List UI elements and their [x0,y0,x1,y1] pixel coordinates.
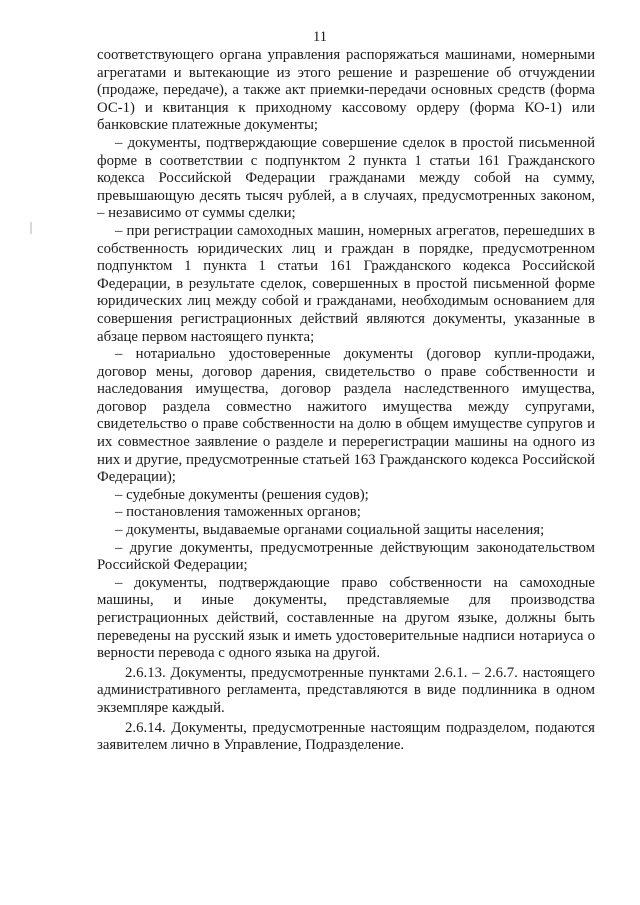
paragraph-2-6-14: 2.6.14. Документы, предусмотренные настоящим подразделом, подаются заявителем лично в Управление, Подразделение. [97,719,595,754]
paragraph-continuation: соответствующего органа управления распоряжаться машинами, номерными агрегатами и вытекающие из этого решение и разрешение об отчуждении (продаже, передаче), а также акт приемки-передачи основных средств (форма ОС-1) и квитанция к приходному кассовому ордеру (форма КО-1) или банковские платежные документы; [97,47,595,134]
page-number: 11 [313,29,327,45]
list-item-foreign-language-documents: – документы, подтверждающие право собственности на самоходные машины, и иные документы, представляемые для производства регистрационных действий, составленные на другом языке, должны быть переведены на русский язык и иметь удостоверительные надписи нотариуса о верности перевода с одного языка на другой. [97,574,595,662]
list-item-registration-legal-entities: – при регистрации самоходных машин, номерных агрегатов, перешедших в собственность юридических лиц и граждан в порядке, предусмотренном подпунктом 1 пункта 1 статьи 161 Гражданского кодекса Российской Федерации, в результате сделок, совершенных в простой письменной форме юридических лиц между собой и гражданами, необходимым основанием для совершения регистрационных действий являются документы, указанные в абзаце первом настоящего пункта; [97,222,595,345]
list-item-other-documents: – другие документы, предусмотренные действующим законодательством Российской Федерации; [97,539,595,574]
list-item-customs-resolutions: – постановления таможенных органов; [115,504,361,521]
margin-mark [30,222,32,234]
paragraph-2-6-13: 2.6.13. Документы, предусмотренные пунктами 2.6.1. – 2.6.7. настоящего административного регламента, представляются в виде подлинника в одном экземпляре каждый. [97,664,595,716]
list-item-social-protection-documents: – документы, выдаваемые органами социальной защиты населения; [115,522,545,539]
list-item-court-documents: – судебные документы (решения судов); [115,486,369,503]
document-body [97,47,595,755]
list-item-simple-form-deals: – документы, подтверждающие совершение сделок в простой письменной форме в соответствии с подпунктом 2 пункта 1 статьи 161 Гражданского кодекса Российской Федерации гражданами между собой на сумму, превышающую десять тысяч рублей, а в случаях, предусмотренных законом, – независимо от суммы сделки; [97,134,595,222]
list-item-notarial-documents: – нотариально удостоверенные документы (договор купли-продажи, договор мены, договор дарения, свидетельство о праве собственности и наследования имущества, договор раздела наследственного имущества, договор раздела совместно нажитого имущества между супругами, свидетельство о праве собственности на долю в общем имуществе супругов и их совместное заявление о разделе и перерегистрации машины на одного из них и другие, предусмотренные статьей 163 Гражданского кодекса Российской Федерации); [97,346,595,486]
